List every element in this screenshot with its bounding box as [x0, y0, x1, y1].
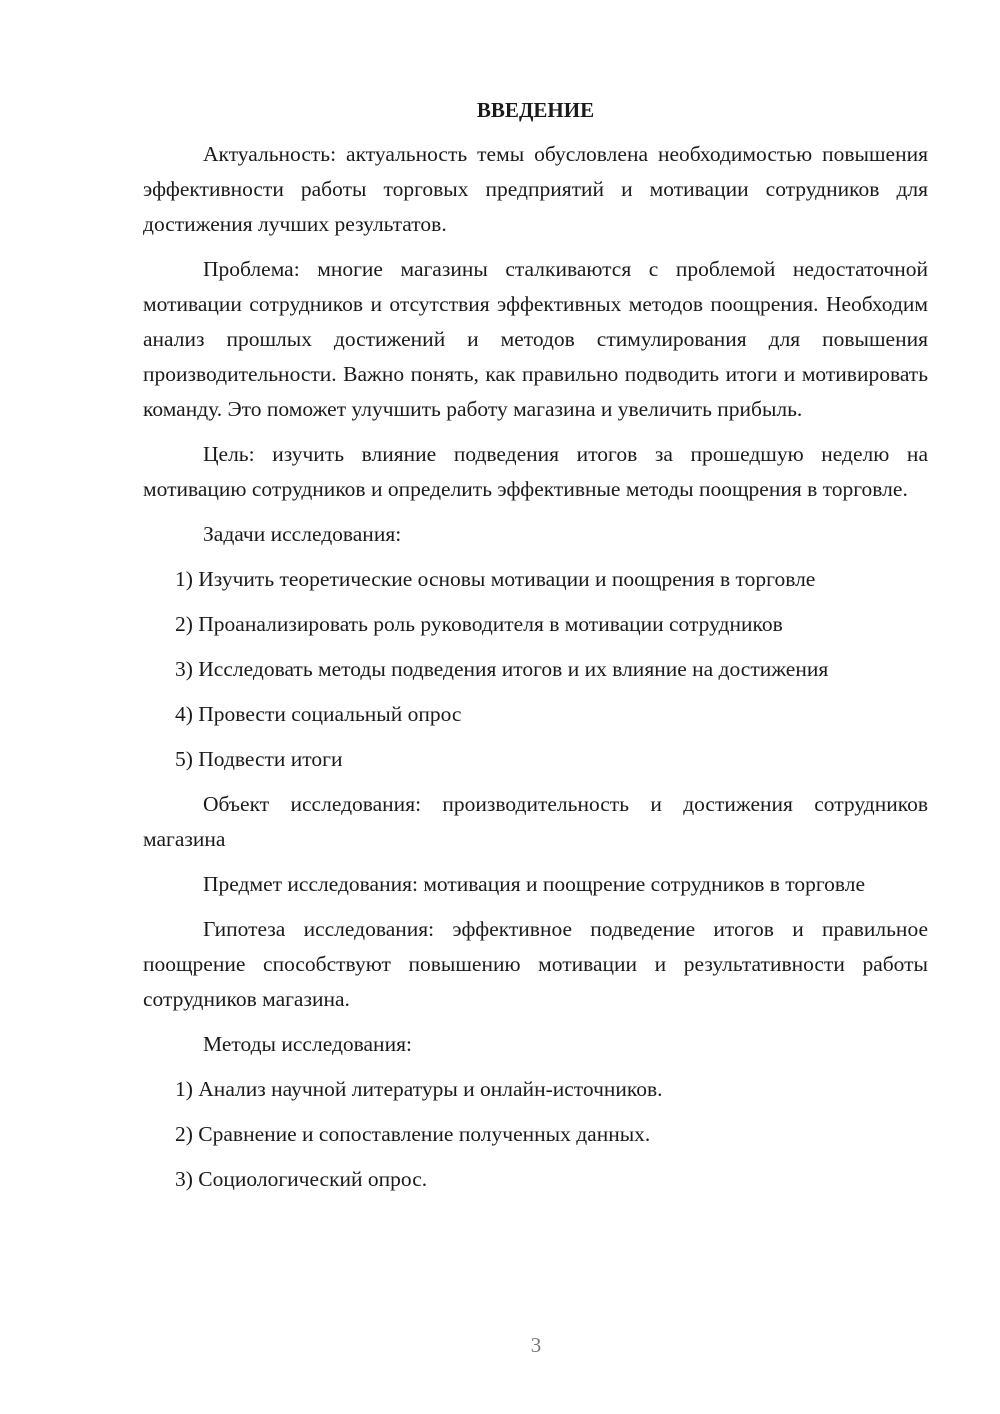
list-item: 1) Изучить теоретические основы мотивации и поощрения в торговле: [175, 567, 816, 591]
relevance-paragraph: Актуальность: актуальность темы обусловлена необходимостью повышения эффективности работы торговых предприятий и мотивации сотрудников для достижения лучших результатов.: [143, 142, 928, 236]
list-item: 3) Социологический опрос.: [175, 1167, 428, 1191]
list-item: 3) Исследовать методы подведения итогов и их влияние на достижения: [175, 657, 829, 681]
list-item: 5) Подвести итоги: [175, 747, 343, 771]
list-item: 1) Анализ научной литературы и онлайн-источников.: [175, 1077, 663, 1101]
document-page: [143, 95, 928, 1207]
problem-paragraph: Проблема: многие магазины сталкиваются с проблемой недостаточной мотивации сотрудников и отсутствия эффективных методов поощрения. Необходим анализ прошлых достижений и методов стимулирования для повышения производительности. Важно понять, как правильно подводить итоги и мотивировать команду. Это поможет улучшить работу магазина и увеличить прибыль.: [143, 257, 928, 421]
list-item: 4) Провести социальный опрос: [175, 702, 462, 726]
tasks-heading: Задачи исследования:: [203, 522, 402, 546]
methods-heading: Методы исследования:: [203, 1032, 412, 1056]
tasks-list: [143, 562, 928, 777]
page-title: ВВЕДЕНИЕ: [476, 98, 595, 122]
subject-paragraph: Предмет исследования: мотивация и поощрение сотрудников в торговле: [203, 872, 866, 896]
page-number: 3: [530, 1333, 542, 1357]
object-paragraph: Объект исследования: производительность и достижения сотрудников магазина: [143, 792, 928, 851]
list-item: 2) Сравнение и сопоставление полученных данных.: [175, 1122, 651, 1146]
methods-list: [143, 1072, 928, 1197]
goal-paragraph: Цель: изучить влияние подведения итогов за прошедшую неделю на мотивацию сотрудников и определить эффективные методы поощрения в торговле.: [143, 442, 928, 501]
list-item: 2) Проанализировать роль руководителя в мотивации сотрудников: [175, 612, 783, 636]
hypothesis-paragraph: Гипотеза исследования: эффективное подведение итогов и правильное поощрение способствуют повышению мотивации и результативности работы сотрудников магазина.: [143, 917, 928, 1011]
